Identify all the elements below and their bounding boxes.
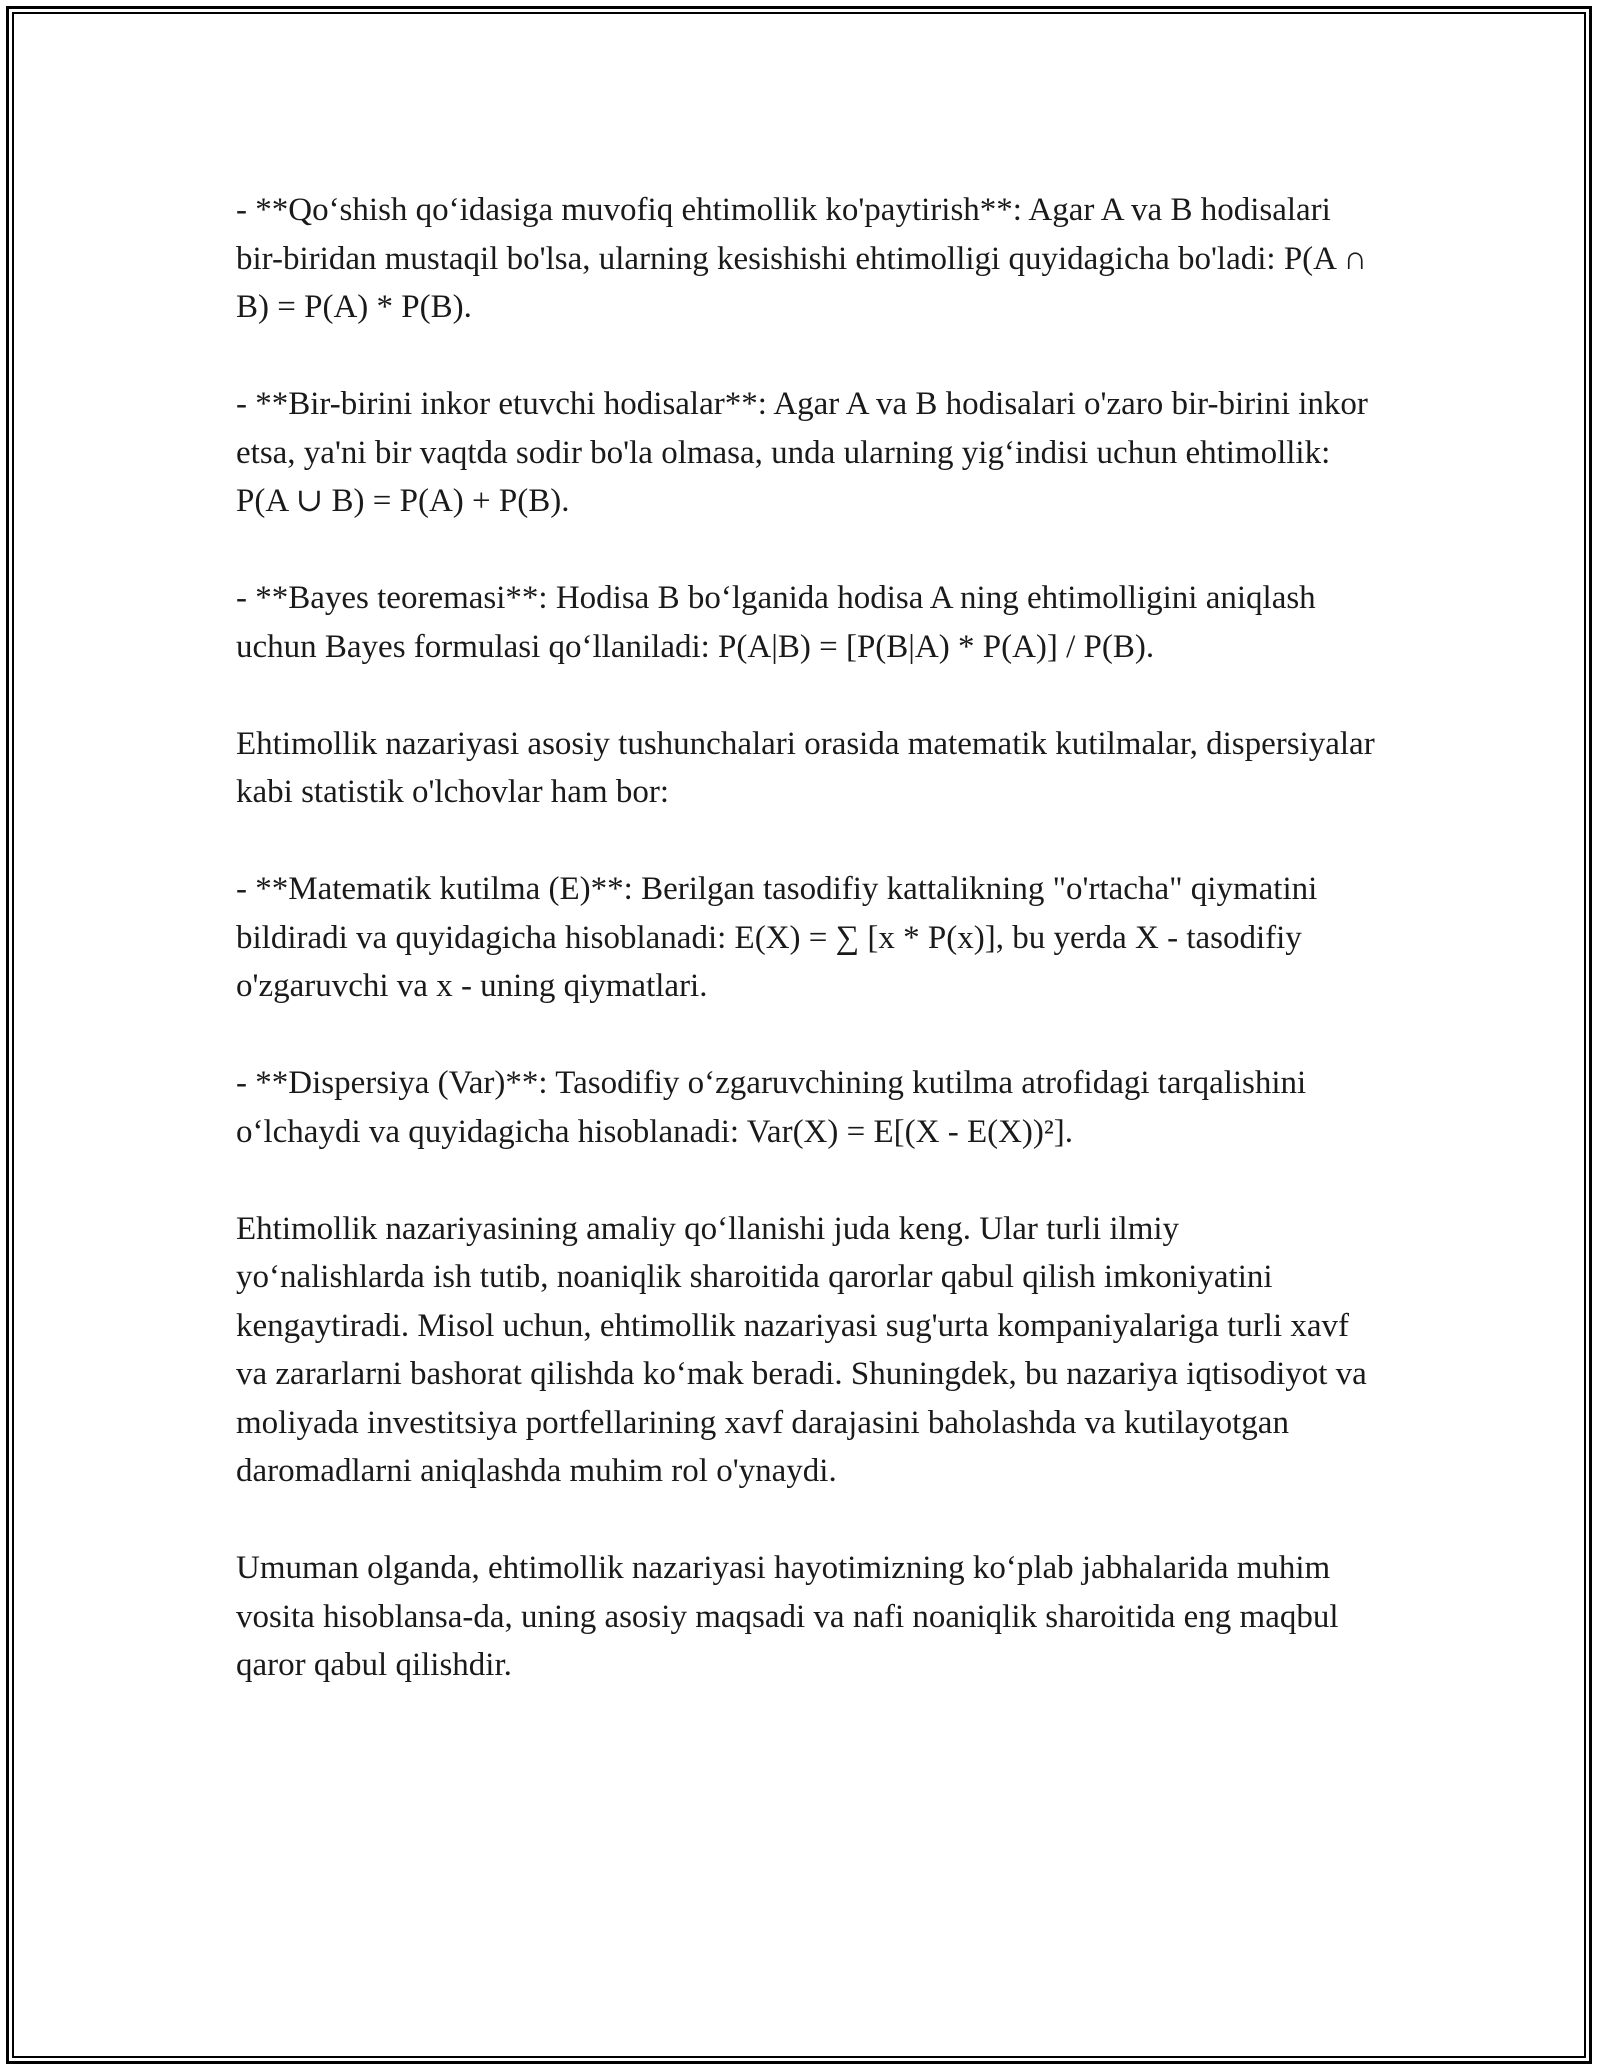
paragraph-conclusion: Umuman olganda, ehtimollik nazariyasi hayotimizning ko‘plab jabhalarida muhim vosita hisoblansa-da, uning asosiy maqsadi va nafi noaniqlik sharoitida eng maqbul qaror qabul qilishdir. xyxy=(236,1550,1339,1683)
paragraph-statistical-measures-intro: Ehtimollik nazariyasi asosiy tushunchalari orasida matematik kutilmalar, dispersiyalar kabi statistik o'lchovlar ham bor: xyxy=(236,725,1375,810)
paragraph-mutually-exclusive: - **Bir-birini inkor etuvchi hodisalar**: Agar A va B hodisalari o'zaro bir-birini inkor etsa, ya'ni bir vaqtda sodir bo'la olmasa, unda ularning yig‘indisi uchun ehtimollik: P(A ∪ B) = P(A) + P(B). xyxy=(236,386,1368,519)
paragraph-expected-value: - **Matematik kutilma (E)**: Berilgan tasodifiy kattalikning "o'rtacha" qiymatini bildiradi va quyidagicha hisoblanadi: E(X) = ∑ [x * P(x)], bu yerda X - tasodifiy o'zgaruvchi va x - uning qiymatlari. xyxy=(236,871,1318,1004)
document-body xyxy=(236,186,1376,1690)
paragraph-bayes-theorem: - **Bayes teoremasi**: Hodisa B bo‘lganida hodisa A ning ehtimolligini aniqlash uchun Bayes formulasi qo‘llaniladi: P(A|B) = [P(B|A) * P(A)] / P(B). xyxy=(236,580,1316,665)
paragraph-variance: - **Dispersiya (Var)**: Tasodifiy o‘zgaruvchining kutilma atrofidagi tarqalishini o‘lchaydi va quyidagicha hisoblanadi: Var(X) = E[(X - E(X))²]. xyxy=(236,1065,1307,1150)
paragraph-multiplication-rule: - **Qo‘shish qo‘idasiga muvofiq ehtimollik ko'paytirish**: Agar A va B hodisalari bir-biridan mustaqil bo'lsa, ularning kesishishi ehtimolligi quyidagicha bo'ladi: P(A ∩ B) = P(A) * P(B). xyxy=(236,192,1368,325)
paragraph-applications: Ehtimollik nazariyasining amaliy qo‘llanishi juda keng. Ular turli ilmiy yo‘nalishlarda ish tutib, noaniqlik sharoitida qarorlar qabul qilish imkoniyatini kengaytiradi. Misol uchun, ehtimollik nazariyasi sug'urta kompaniyalariga turli xavf va zararlarni bashorat qilishda ko‘mak beradi. Shuningdek, bu nazariya iqtisodiyot va moliyada investitsiya portfellarining xavf darajasini baholashda va kutilayotgan daromadlarni aniqlashda muhim rol o'ynaydi. xyxy=(236,1210,1367,1489)
